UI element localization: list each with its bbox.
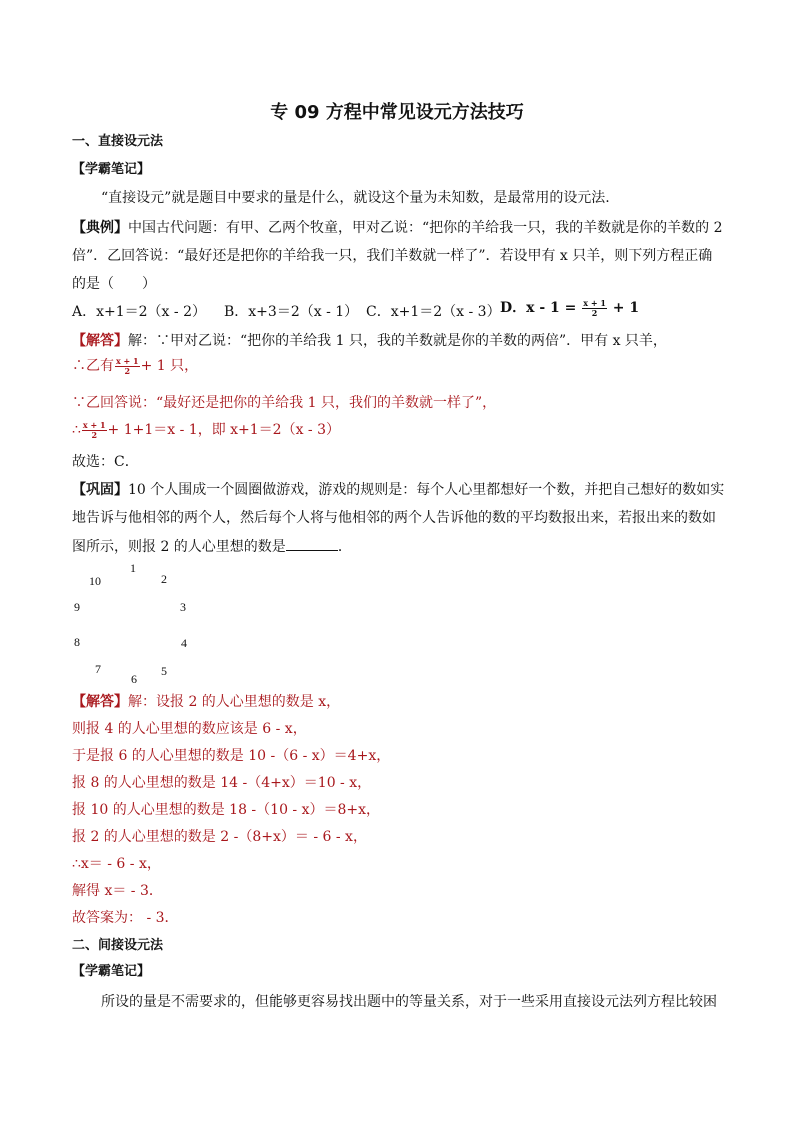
section-heading-1: 一、直接设元法 (72, 134, 164, 149)
solution-1-text-2b: + 1 只， (140, 358, 199, 374)
solution-2-line-7: ∴x＝ - 6 - x， (72, 856, 161, 872)
example-line-1 (72, 218, 723, 238)
circle-number-1: 1 (130, 561, 136, 575)
solution-1-text-2a: ∴乙有 (72, 358, 114, 374)
solution-1-text-4a: ∴ (72, 422, 81, 438)
notes-label: 【学霸笔记】 (72, 162, 151, 177)
circle-number-2: 2 (161, 572, 167, 586)
consolidate-line-3: 图所示，则报 2 的人心里想的数是 ． (72, 536, 352, 557)
solution-1-line-1 (72, 331, 667, 351)
solution-1-fraction-1 (115, 357, 140, 376)
solution-label-2: 【解答】 (72, 694, 128, 710)
fraction-denominator: 2 (124, 365, 131, 376)
circle-number-3: 3 (180, 600, 186, 614)
solution-2-line-8: 解得 x＝ - 3． (72, 883, 163, 899)
solution-2-line-6: 报 2 的人心里想的数是 2 -（8+x）＝ - 6 - x， (72, 829, 367, 845)
circle-number-5: 5 (161, 664, 167, 678)
solution-2-line-5: 报 10 的人心里想的数是 18 -（10 - x）＝8+x， (72, 802, 381, 818)
solution-1-fraction-2 (82, 421, 107, 440)
circle-number-4: 4 (181, 636, 187, 650)
solution-2-answer: 故答案为： - 3． (72, 910, 179, 926)
fraction-numerator: x + 1 (82, 419, 106, 430)
solution-1-text-4b: + 1+1＝x - 1，即 x+1＝2（x - 3） (107, 422, 341, 438)
answer-blank[interactable] (286, 536, 338, 551)
consolidate-line-1 (72, 480, 724, 500)
section-heading-2: 二、间接设元法 (72, 938, 164, 953)
circle-number-8: 8 (74, 635, 80, 649)
solution-2-line-3: 于是报 6 的人心里想的数是 10 -（6 - x）＝4+x， (72, 748, 391, 764)
solution-1-line-4 (72, 420, 340, 440)
consolidate-line-2: 地告诉与他相邻的两个人，然后每个人将与他相邻的两个人告诉他的数的平均数报出来，若报出来的数如 (72, 510, 716, 526)
solution-1-line-2 (72, 356, 198, 376)
solution-2-text-1: 解：设报 2 的人心里想的数是 x， (128, 694, 341, 710)
fraction-denominator: 2 (591, 307, 598, 318)
consolidate-text-3: 图所示，则报 2 的人心里想的数是 (72, 539, 286, 555)
example-text-1: 中国古代问题：有甲、乙两个牧童，甲对乙说：“把你的羊给我一只，我的羊数就是你的羊数的 2 (128, 220, 723, 236)
option-d-left: D．x - 1 = (500, 300, 577, 316)
circle-number-10: 10 (89, 574, 101, 588)
page-title: 专 09 方程中常见设元方法技巧 (270, 102, 524, 123)
option-c: C．x+1＝2（x - 3） (366, 304, 501, 320)
fraction-numerator: x + 1 (583, 297, 606, 308)
example-line-3: 的是（ ） (72, 276, 156, 292)
solution-2-line-2: 则报 4 的人心里想的数应该是 6 - x， (72, 721, 307, 737)
option-d-right: + 1 (612, 300, 640, 316)
solution-2-line-1 (72, 692, 340, 712)
example-label: 【典例】 (72, 220, 128, 236)
consolidate-label: 【巩固】 (72, 482, 128, 498)
option-a: A．x+1＝2（x - 2） (72, 304, 206, 320)
solution-2-line-4: 报 8 的人心里想的数是 14 -（4+x）＝10 - x， (72, 775, 372, 791)
circle-number-6: 6 (131, 672, 137, 686)
option-b: B．x+3＝2（x - 1） (224, 304, 359, 320)
circle-number-9: 9 (74, 600, 80, 614)
example-line-2: 倍”．乙回答说：“最好还是把你的羊给我一只，我们羊数就一样了”．若设甲有 x 只羊，则下列方程正确 (72, 248, 713, 264)
solution-1-text-1: 解：∵甲对乙说：“把你的羊给我 1 只，我的羊数就是你的羊数的两倍”．甲有 x 只羊， (128, 333, 667, 349)
solution-label: 【解答】 (72, 333, 128, 349)
notes-text: “直接设元”就是题目中要求的量是什么，就设这个量为未知数，是最常用的设元法. (101, 190, 610, 206)
solution-1-line-3: ∵乙回答说：“最好还是把你的羊给我 1 只，我们的羊数就一样了”， (72, 395, 497, 411)
circle-number-7: 7 (95, 662, 101, 676)
option-d-fraction (582, 299, 607, 318)
fraction-numerator: x + 1 (116, 355, 139, 366)
solution-1-answer: 故选：C． (72, 454, 139, 470)
fraction-denominator: 2 (91, 429, 98, 440)
notes-label-2: 【学霸笔记】 (72, 964, 151, 979)
consolidate-text-1: 10 个人围成一个圆圈做游戏，游戏的规则是：每个人心里都想好一个数，并把自己想好的数如实 (128, 482, 725, 498)
option-d (500, 298, 639, 318)
notes-2-text: 所设的量是不需要求的，但能够更容易找出题中的等量关系，对于一些采用直接设元法列方程比较困 (101, 994, 717, 1010)
